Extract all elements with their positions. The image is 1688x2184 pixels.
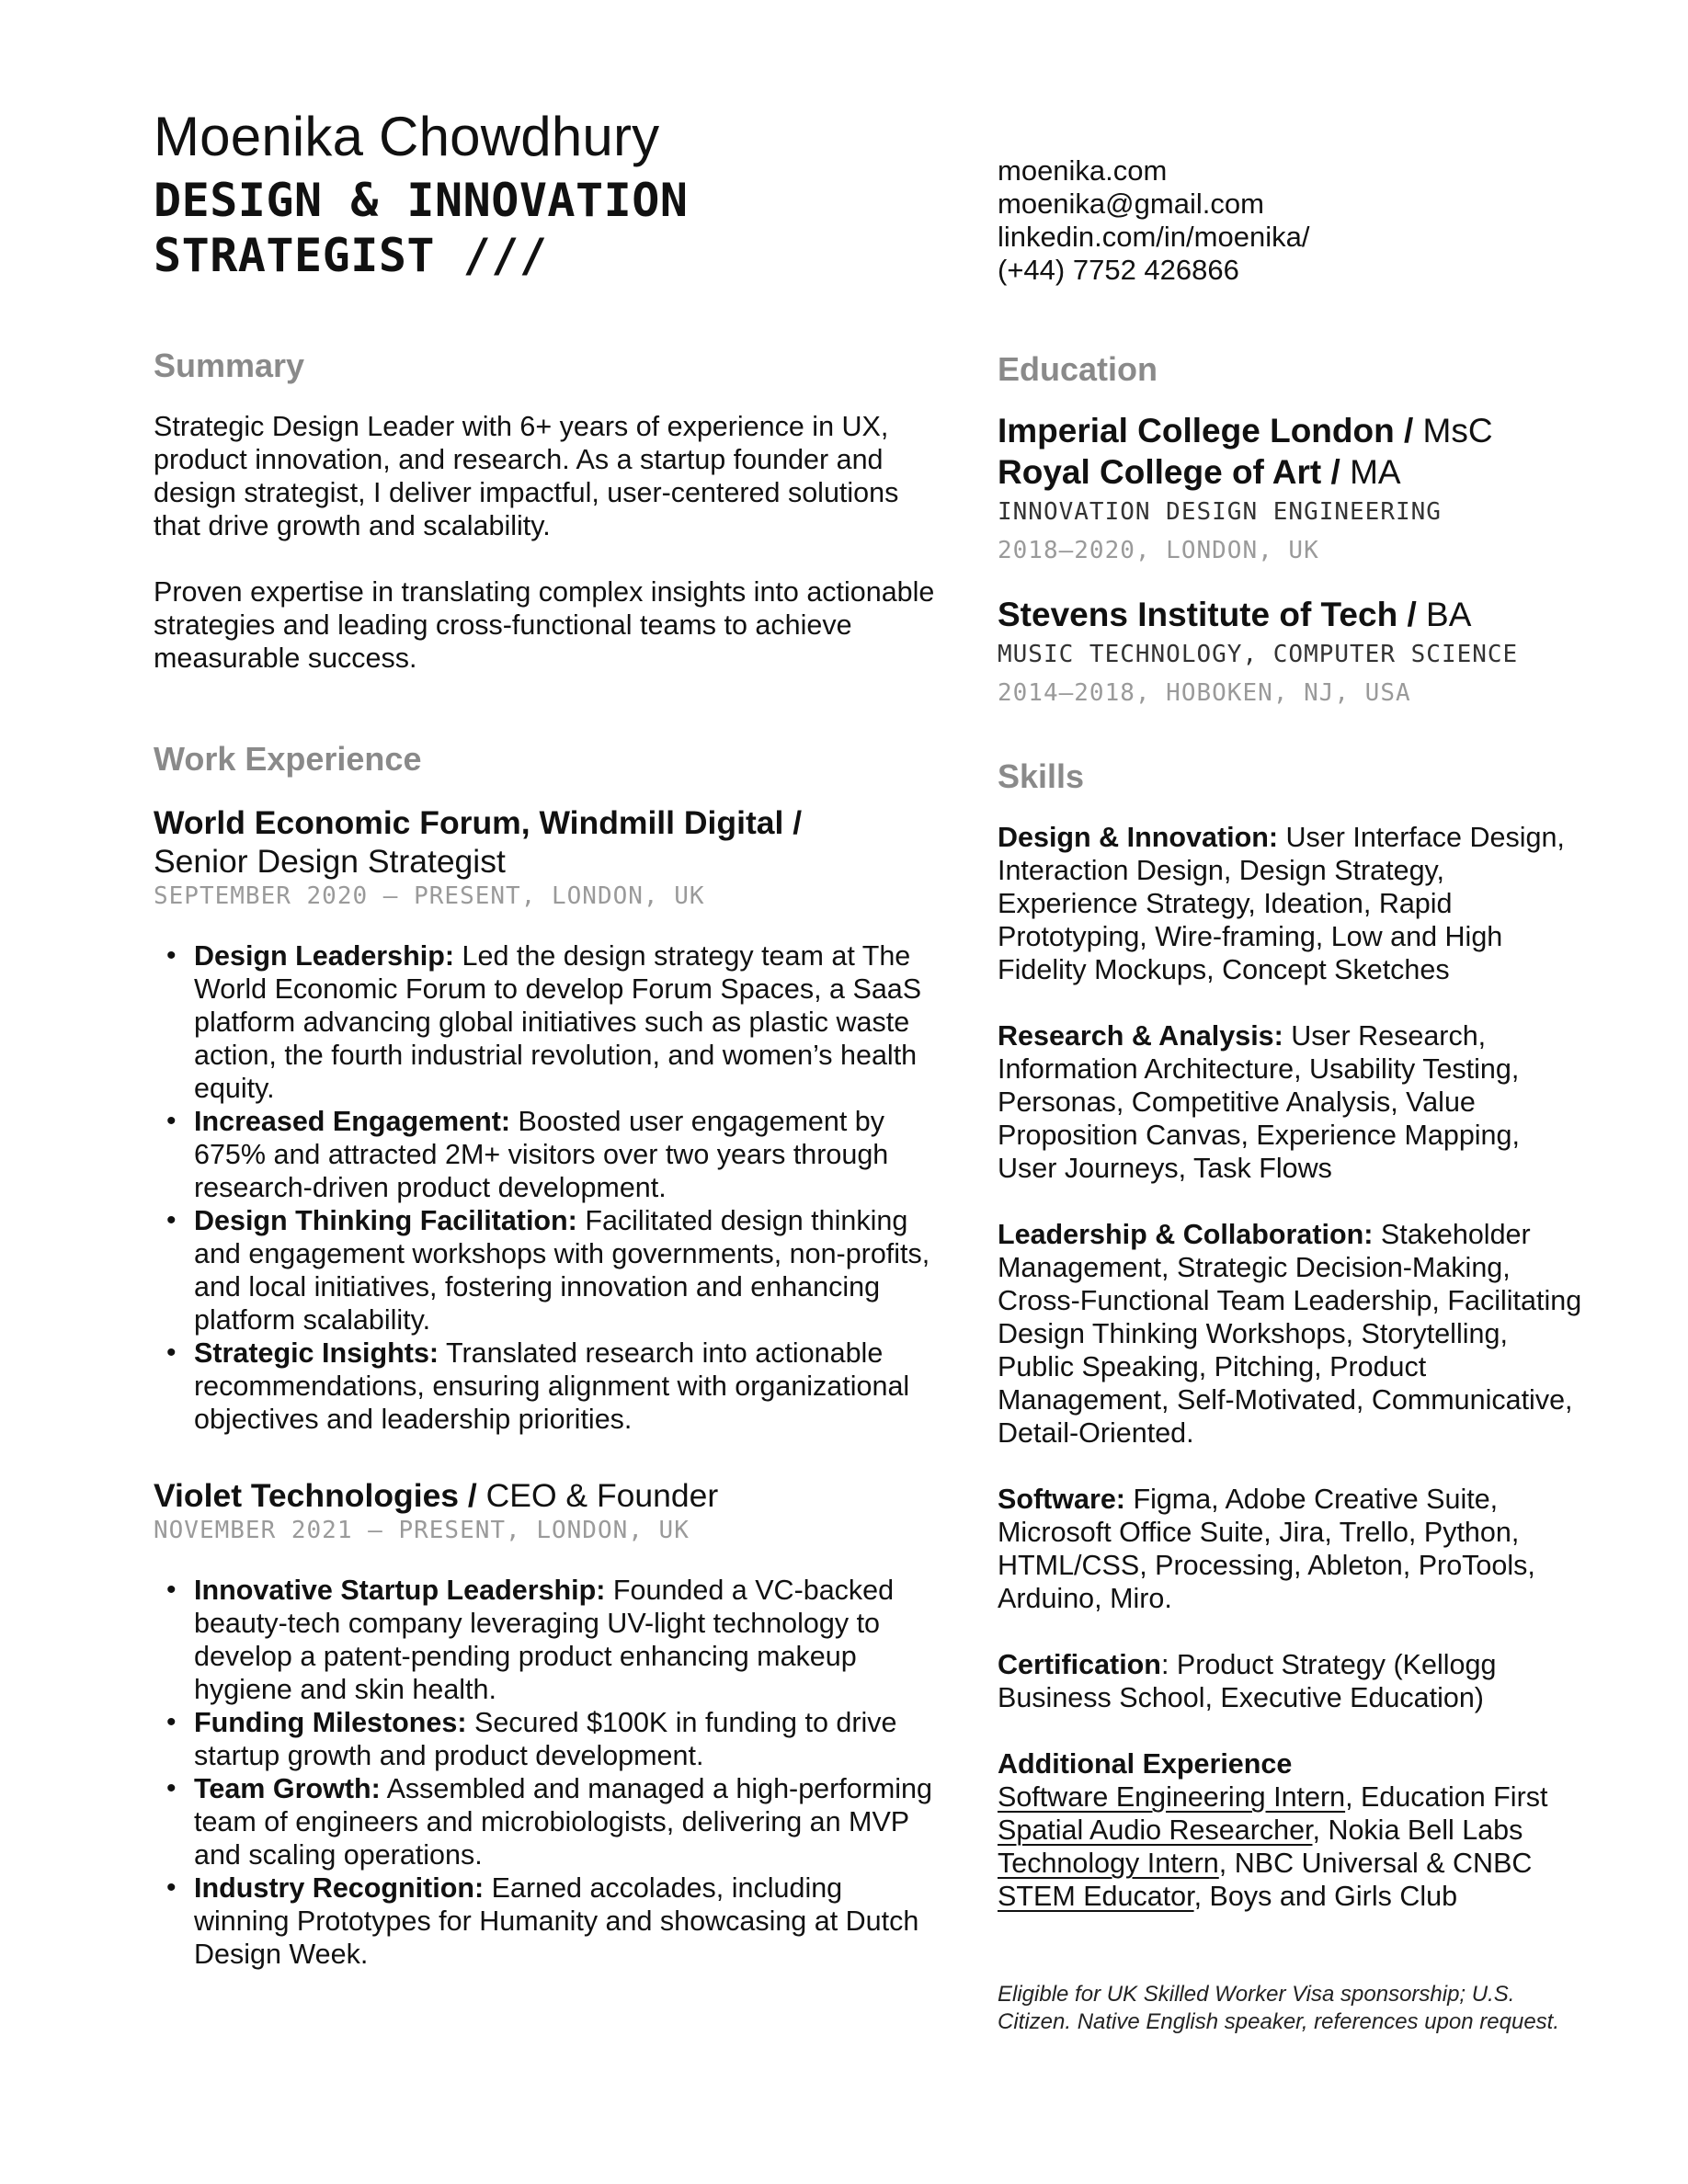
bullet-item — [194, 1871, 944, 1971]
degree: MsC — [1413, 412, 1493, 449]
role-title-line-1: DESIGN & INNOVATION — [154, 174, 689, 227]
linkedin-link[interactable]: linkedin.com/in/moenika/ — [998, 221, 1310, 253]
job-organization — [154, 1476, 944, 1515]
skill-group-label: Leadership & Collaboration: — [998, 1219, 1374, 1250]
education-entry — [998, 594, 1586, 709]
degree: BA — [1416, 596, 1472, 633]
job-role: CEO & Founder — [476, 1477, 719, 1514]
skill-group-text: : Product Strategy (Kellogg Business School, Executive Education) — [998, 1649, 1497, 1713]
bullet-label: Team Growth: — [194, 1773, 381, 1804]
school-imperial — [998, 410, 1586, 451]
skill-group-text: User Research, Information Architecture, Usability Testing, Personas, Competitive Analysis, Value Proposition Canvas, Experience Mapping, User Journeys, Task Flows — [998, 1020, 1520, 1184]
left-column — [154, 103, 944, 1971]
role-link[interactable]: Software Engineering Intern — [998, 1781, 1346, 1813]
skill-group — [998, 821, 1586, 986]
org-name: , NBC Universal & CNBC — [1218, 1848, 1533, 1879]
skill-group-text: Figma, Adobe Creative Suite, Microsoft Office Suite, Jira, Trello, Python, HTML/CSS, Processing, Ableton, ProTools, Arduino, Miro. — [998, 1484, 1535, 1614]
skill-group-text: User Interface Design, Interaction Design, Design Strategy, Experience Strategy, Ideation, Rapid Prototyping, Wire-framing, Low and High Fidelity Mockups, Concept Sketches — [998, 822, 1565, 985]
job-role: Senior Design Strategist — [154, 843, 506, 880]
school-rca — [998, 451, 1586, 493]
org-name: , Boys and Girls Club — [1193, 1881, 1458, 1912]
phone-number: (+44) 7752 426866 — [998, 254, 1239, 286]
job-bullets — [154, 1574, 944, 1971]
program-name: INNOVATION DESIGN ENGINEERING — [998, 498, 1442, 526]
program-name: MUSIC TECHNOLOGY, COMPUTER SCIENCE — [998, 641, 1519, 668]
org-name: , Nokia Bell Labs — [1312, 1814, 1523, 1846]
job-dates-location: SEPTEMBER 2020 – PRESENT, LONDON, UK — [154, 882, 705, 910]
skill-group — [998, 1483, 1586, 1615]
bullet-label: Design Thinking Facilitation: — [194, 1205, 577, 1236]
job-organization-name: World Economic Forum, Windmill Digital / — [154, 804, 803, 841]
skill-group — [998, 1218, 1586, 1450]
additional-experience-heading: Additional Experience — [998, 1748, 1293, 1780]
summary-paragraph-2: Proven expertise in translating complex insights into actionable strategies and leading cross-functional teams to achieve measurable success. — [154, 576, 935, 674]
job-entry — [154, 803, 944, 1436]
summary-heading: Summary — [154, 347, 305, 384]
bullet-text: Translated research into actionable recommendations, ensuring alignment with organizational objectives and leadership priorities. — [194, 1337, 910, 1435]
bullet-item — [194, 1706, 944, 1772]
education-entry — [998, 410, 1586, 566]
bullet-item — [194, 1574, 944, 1706]
bullet-label: Strategic Insights: — [194, 1337, 439, 1369]
bullet-item — [194, 1337, 944, 1436]
bullet-label: Innovative Startup Leadership: — [194, 1575, 606, 1606]
bullet-text: Boosted user engagement by 675% and attracted 2M+ visitors over two years through research-driven product development. — [194, 1106, 889, 1203]
skill-group-text: Stakeholder Management, Strategic Decision-Making, Cross-Functional Team Leadership, Facilitating Design Thinking Workshops, Storytelling, Public Speaking, Pitching, Product Management, Self-Motivated, Communicative, Detail-Oriented. — [998, 1219, 1582, 1449]
role-link[interactable]: Technology Intern — [998, 1848, 1219, 1879]
education-dates-location: 2014–2018, HOBOKEN, NJ, USA — [998, 679, 1411, 707]
role-title — [154, 173, 944, 283]
job-dates-location: NOVEMBER 2021 – PRESENT, LONDON, UK — [154, 1517, 690, 1544]
job-organization-name: Violet Technologies / — [154, 1477, 477, 1514]
skill-group — [998, 1019, 1586, 1185]
summary-section — [154, 410, 944, 675]
candidate-name: Moenika Chowdhury — [154, 106, 660, 167]
skill-group-label: Design & Innovation: — [998, 822, 1278, 853]
bullet-item — [194, 1105, 944, 1204]
education-heading: Education — [998, 350, 1158, 388]
bullet-label: Industry Recognition: — [194, 1872, 485, 1904]
bullet-text: Founded a VC-backed beauty-tech company leveraging UV-light technology to develop a patent-pending product enhancing makeup hygiene and skin health. — [194, 1575, 895, 1705]
right-column — [998, 154, 1586, 2036]
contact-block — [998, 154, 1586, 287]
additional-experience — [998, 1747, 1586, 1913]
bullet-text: Facilitated design thinking and engagement workshops with governments, non-profits, and local initiatives, fostering innovation and enhancing platform scalability. — [194, 1205, 930, 1336]
skill-group-label: Software: — [998, 1484, 1125, 1515]
school-name: Stevens Institute of Tech / — [998, 596, 1417, 633]
org-name: , Education First — [1345, 1781, 1548, 1813]
bullet-item — [194, 1204, 944, 1337]
additional-experience-item — [998, 1847, 1586, 1880]
additional-experience-item — [998, 1814, 1586, 1847]
bullet-text: Secured $100K in funding to drive startup growth and product development. — [194, 1707, 897, 1771]
school-name: Royal College of Art / — [998, 453, 1340, 491]
role-link[interactable]: Spatial Audio Researcher — [998, 1814, 1313, 1846]
skill-group-label: Research & Analysis: — [998, 1020, 1283, 1052]
role-link[interactable]: STEM Educator — [998, 1881, 1194, 1912]
school-name: Imperial College London / — [998, 412, 1414, 449]
job-organization — [154, 803, 944, 842]
additional-experience-item — [998, 1880, 1586, 1913]
email-link[interactable]: moenika@gmail.com — [998, 188, 1264, 220]
bullet-item — [194, 1772, 944, 1871]
skill-group — [998, 1648, 1586, 1714]
bullet-text: Led the design strategy team at The World Economic Forum to develop Forum Spaces, a SaaS platform advancing global initiatives such as plastic waste action, the fourth industrial revolution, and women’s health equity. — [194, 940, 922, 1104]
work-experience-heading: Work Experience — [154, 740, 422, 778]
role-title-line-2: STRATEGIST /// — [154, 229, 548, 282]
school-stevens — [998, 594, 1586, 635]
bullet-item — [194, 939, 944, 1105]
additional-experience-item — [998, 1780, 1586, 1814]
skill-group-label: Certification — [998, 1649, 1161, 1680]
eligibility-note: Eligible for UK Skilled Worker Visa sponsorship; U.S. Citizen. Native English speaker, references upon request. — [998, 1982, 1560, 2034]
bullet-label: Increased Engagement: — [194, 1106, 511, 1137]
bullet-label: Design Leadership: — [194, 940, 455, 972]
bullet-text: Assembled and managed a high-performing team of engineers and microbiologists, delivering an MVP and scaling operations. — [194, 1773, 932, 1871]
bullet-label: Funding Milestones: — [194, 1707, 467, 1738]
job-bullets — [154, 939, 944, 1436]
skills-heading: Skills — [998, 757, 1085, 795]
degree: MA — [1340, 453, 1401, 491]
summary-paragraph-1: Strategic Design Leader with 6+ years of experience in UX, product innovation, and research. As a startup founder and design strategist, I deliver impactful, user-centered solutions that drive growth and scalability. — [154, 411, 899, 541]
website-link[interactable]: moenika.com — [998, 154, 1168, 187]
job-entry — [154, 1476, 944, 1971]
education-dates-location: 2018–2020, LONDON, UK — [998, 537, 1319, 564]
bullet-text: Earned accolades, including winning Prototypes for Humanity and showcasing at Dutch Design Week. — [194, 1872, 919, 1970]
